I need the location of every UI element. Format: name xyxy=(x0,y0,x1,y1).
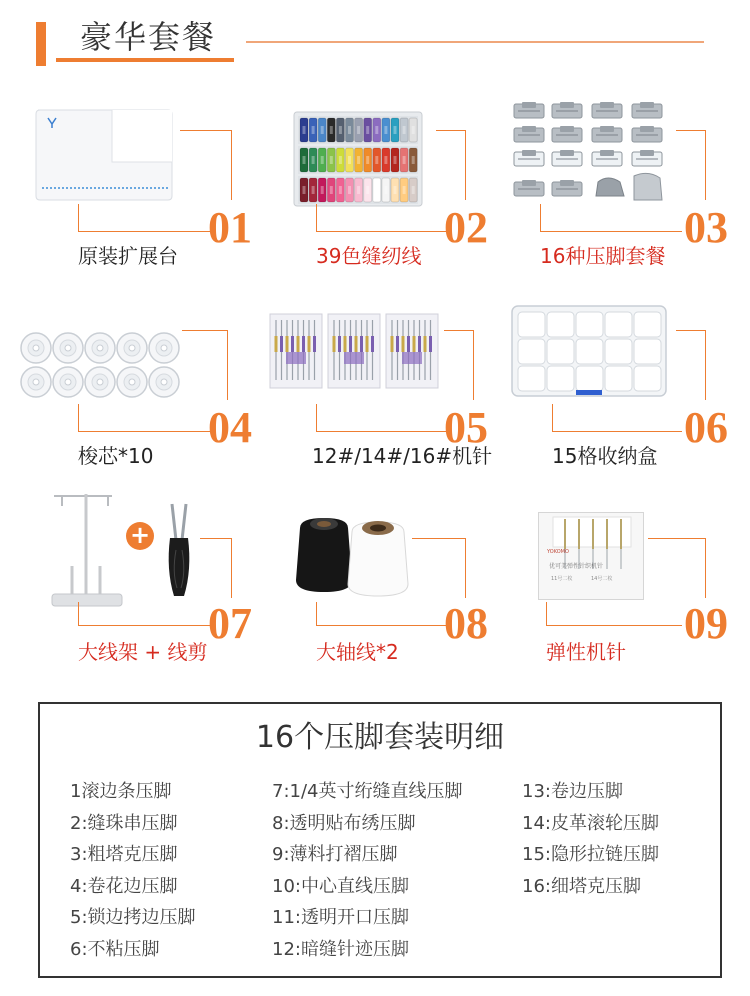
pack-brand: YOKOMO xyxy=(547,549,569,555)
detail-title: 16个压脚套装明细 xyxy=(255,720,505,755)
item-extension-table xyxy=(30,100,270,300)
item-number: 04 xyxy=(208,403,252,452)
item-number: 08 xyxy=(444,599,488,648)
scissors-icon xyxy=(162,500,196,600)
item-stretch-needles xyxy=(500,486,740,686)
header-divider-line xyxy=(246,41,704,43)
detail-entry: 8:透明贴布绣压脚 xyxy=(272,812,416,834)
item-thread-set xyxy=(268,100,508,300)
item-label: 弹性机针 xyxy=(546,640,626,664)
detail-entry: 16:细塔克压脚 xyxy=(522,875,641,897)
item-number: 03 xyxy=(684,203,728,252)
detail-entry: 9:薄料打褶压脚 xyxy=(272,844,398,865)
thread-box-image xyxy=(292,110,424,208)
plus-icon: + xyxy=(126,522,154,550)
needle-pack xyxy=(538,512,644,600)
item-label: 梭芯*10 xyxy=(78,444,154,468)
storage-box-image xyxy=(510,304,670,400)
item-label: 大轴线*2 xyxy=(316,640,399,664)
item-presser-feet xyxy=(500,100,740,300)
thread-stand-image xyxy=(46,486,126,610)
detail-entry: 5:锁边拷边压脚 xyxy=(70,907,196,928)
pack-size: 14号二枚 xyxy=(591,576,613,582)
item-thread-stand-scissors xyxy=(30,486,270,686)
needle-packs-image xyxy=(268,312,440,392)
bobbins-image xyxy=(20,330,184,402)
presser-feet-image xyxy=(508,100,668,204)
item-label: 15格收纳盒 xyxy=(552,444,658,468)
item-number: 01 xyxy=(208,203,252,252)
detail-column-3 xyxy=(522,776,659,902)
detail-entry: 2:缝珠串压脚 xyxy=(70,812,178,834)
detail-entry: 10:中心直线压脚 xyxy=(272,875,409,897)
detail-entry: 6:不粘压脚 xyxy=(70,938,160,960)
item-label: 16种压脚套餐 xyxy=(540,244,666,268)
extension-table-image xyxy=(32,106,174,202)
detail-entry: 3:粗塔克压脚 xyxy=(70,844,178,865)
detail-entry: 4:卷花边压脚 xyxy=(70,875,178,897)
detail-entry: 14:皮革滚轮压脚 xyxy=(522,812,659,834)
item-label: 大线架 + 线剪 xyxy=(78,640,208,664)
item-label: 12#/14#/16#机针 xyxy=(312,444,493,468)
item-number: 02 xyxy=(444,203,488,252)
detail-entry: 15:隐形拉链压脚 xyxy=(522,844,659,865)
section-title: 豪华套餐 xyxy=(80,18,217,56)
item-number: 09 xyxy=(684,599,728,648)
item-label: 原装扩展台 xyxy=(78,244,178,268)
item-number: 07 xyxy=(208,599,252,648)
item-storage-box xyxy=(500,300,740,500)
detail-entry: 11:透明开口压脚 xyxy=(272,907,409,928)
pack-text: 优可美弹性针织机针 xyxy=(549,563,604,570)
item-label: 39色缝纫线 xyxy=(316,244,422,268)
presser-feet-detail-box xyxy=(38,702,722,978)
pack-size: 11号二枚 xyxy=(551,576,573,582)
item-number: 05 xyxy=(444,403,488,452)
header-accent-bar xyxy=(36,22,46,66)
item-thread-cones xyxy=(268,486,508,686)
title-underline xyxy=(56,58,234,62)
detail-entry: 12:暗缝针迹压脚 xyxy=(272,938,409,960)
item-number: 06 xyxy=(684,403,728,452)
thread-cones-image xyxy=(294,510,414,598)
detail-entry: 1滚边条压脚 xyxy=(70,781,172,802)
detail-column-1 xyxy=(70,776,196,965)
detail-column-2 xyxy=(272,776,463,965)
detail-entry: 7:1/4英寸绗缝直线压脚 xyxy=(272,781,463,802)
item-needles xyxy=(268,300,508,500)
detail-entry: 13:卷边压脚 xyxy=(522,781,623,802)
item-bobbins xyxy=(18,300,258,500)
